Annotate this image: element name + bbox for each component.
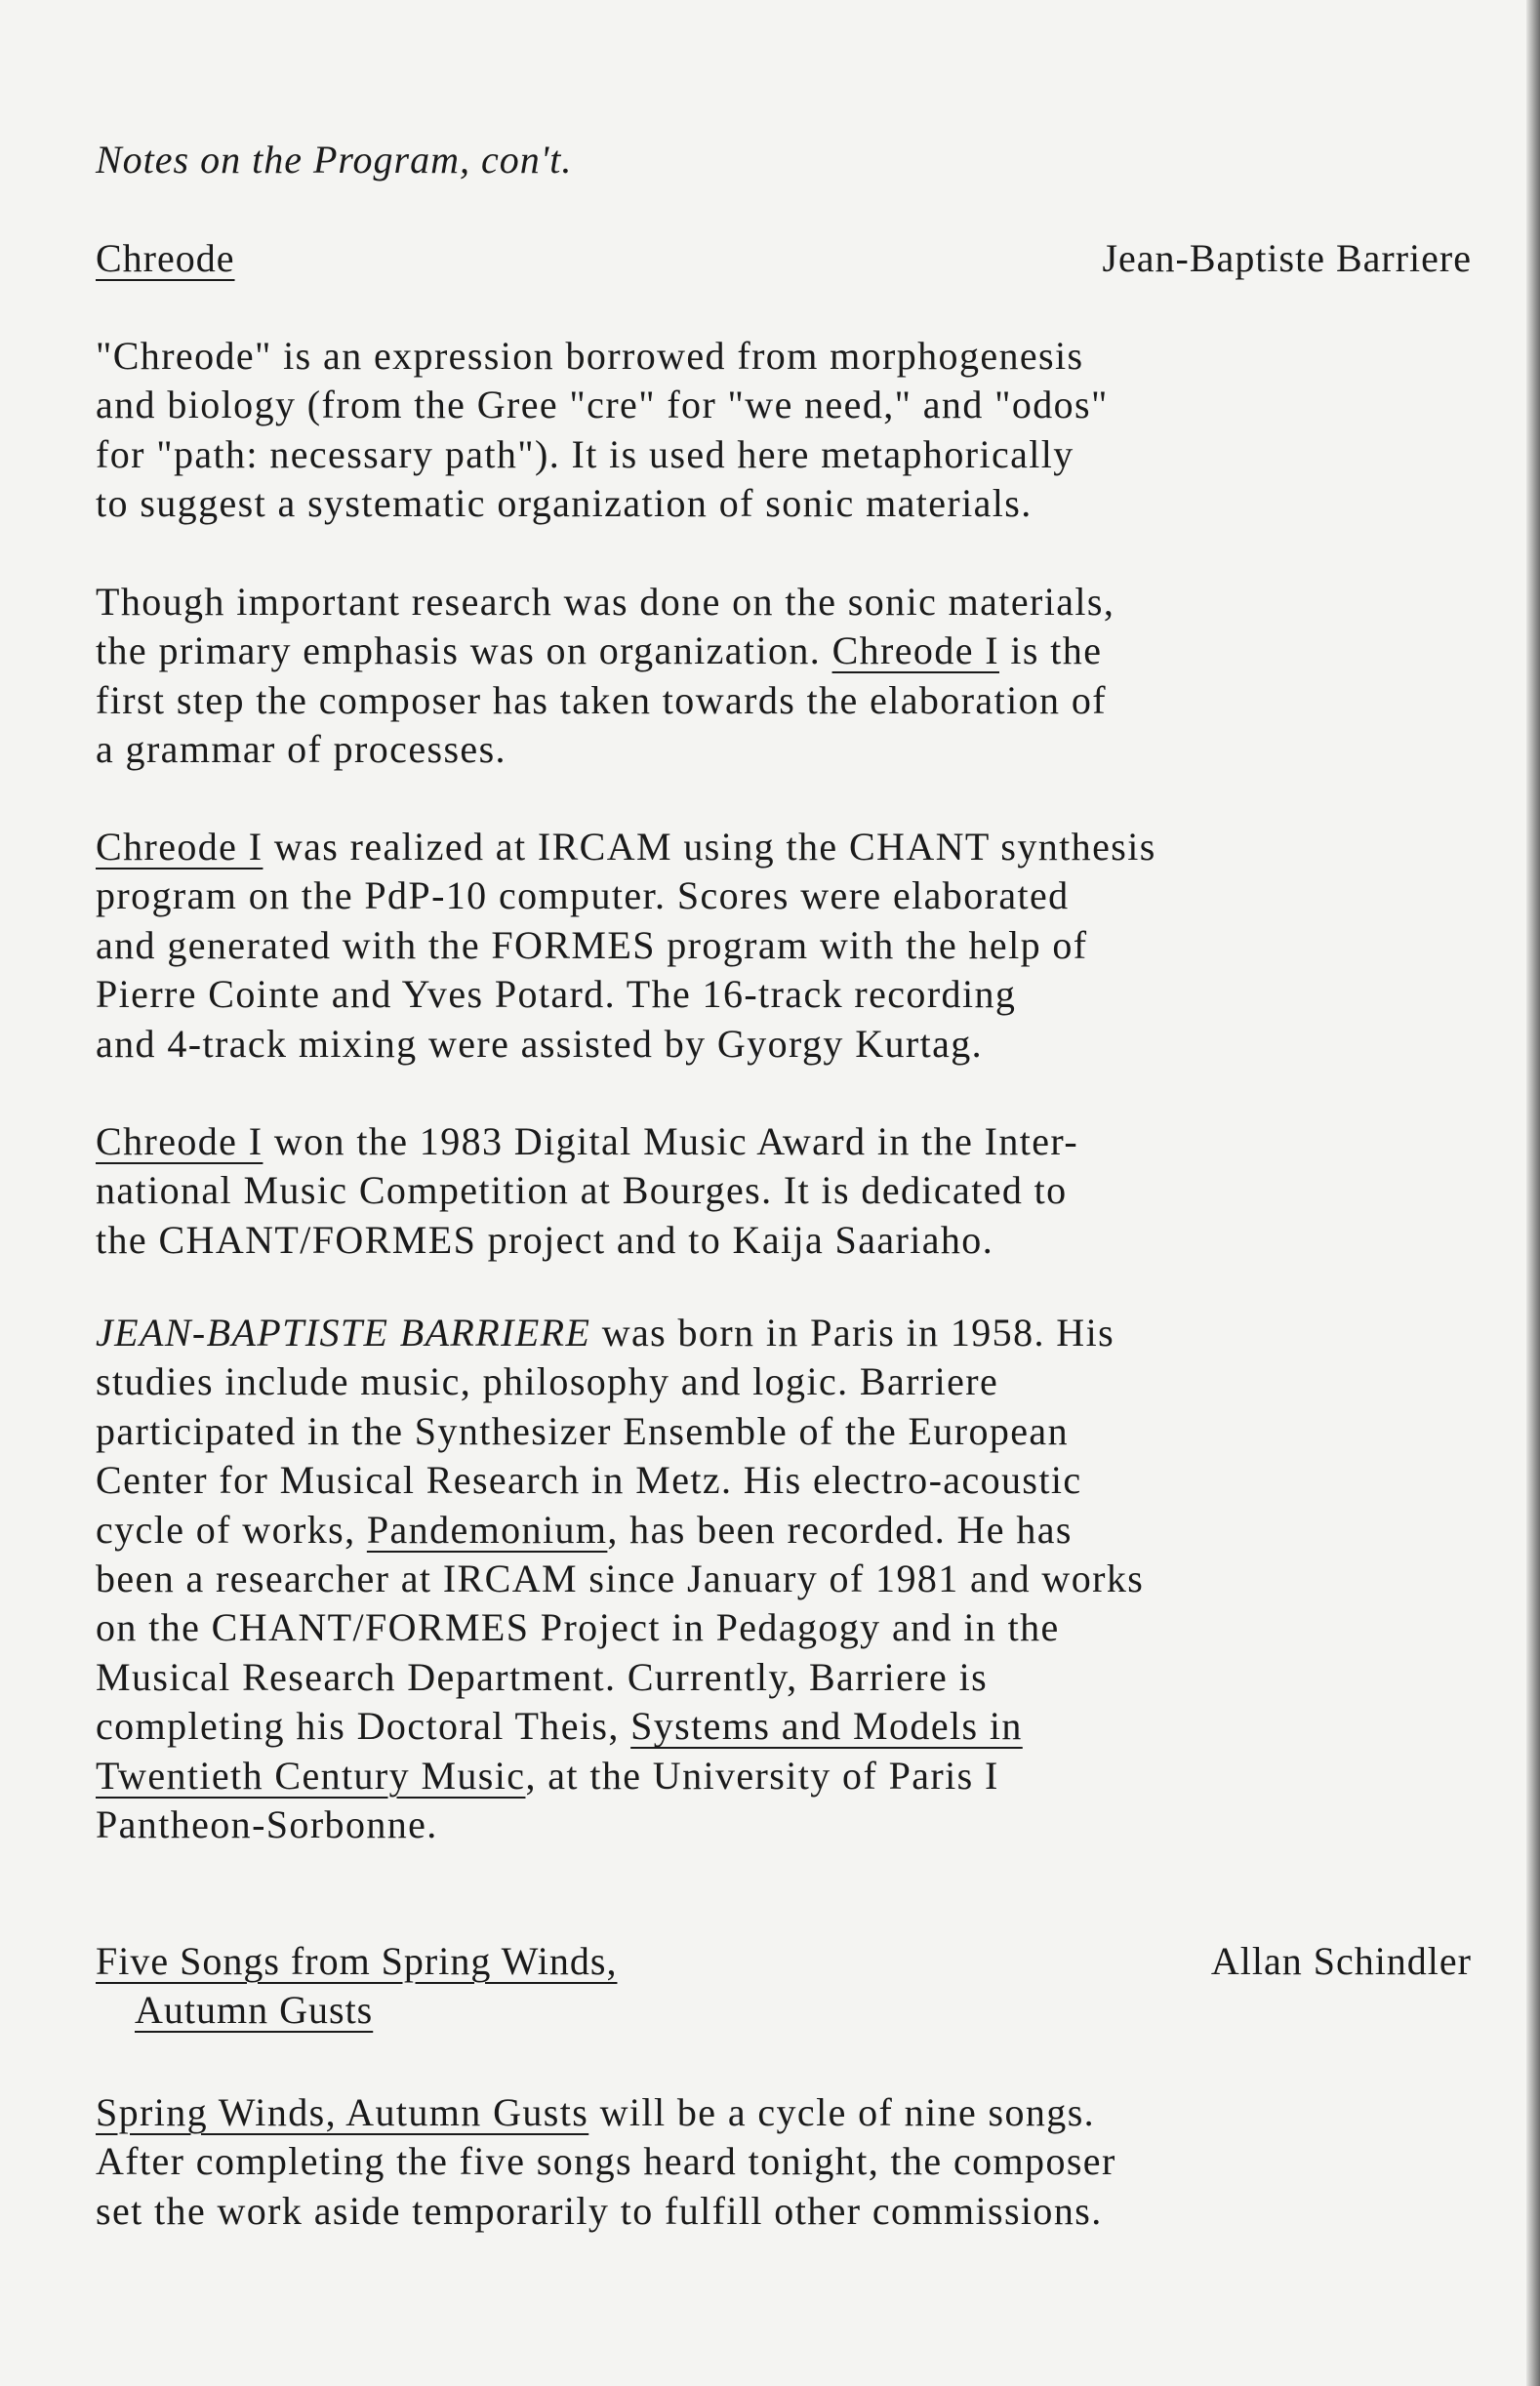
paragraph-award: [96, 1117, 1520, 1265]
composer-name-italic: JEAN-BAPTISTE BARRIERE: [96, 1311, 591, 1355]
text-line: completing his Doctoral Theis, Systems and Models in: [96, 1704, 1023, 1749]
text-line: and generated with the FORMES program with the help of: [96, 922, 1088, 967]
text-line: the CHANT/FORMES project and to Kaija Saariaho.: [96, 1217, 994, 1262]
text-line: to suggest a systematic organization of sonic materials.: [96, 481, 1033, 526]
text-line: After completing the five songs heard tonight, the composer: [96, 2139, 1116, 2184]
text-line: program on the PdP-10 computer. Scores were elaborated: [96, 873, 1070, 918]
text-line: Pierre Cointe and Yves Potard. The 16-track recording: [96, 972, 1017, 1017]
text-line: participated in the Synthesizer Ensemble of the European: [96, 1408, 1069, 1453]
text-line: Musical Research Department. Currently, Barriere is: [96, 1654, 989, 1699]
text-line: on the CHANT/FORMES Project in Pedagogy and in the: [96, 1605, 1060, 1650]
paragraph-spring-winds: [96, 2088, 1520, 2236]
text-line: and biology (from the Gree "cre" for "we need," and "odos": [96, 383, 1109, 427]
text-line: JEAN-BAPTISTE BARRIERE was born in Paris in 1958. His: [96, 1311, 1115, 1355]
text-line: Though important research was done on the sonic materials,: [96, 580, 1115, 624]
text-line: Twentieth Century Music, at the University of Paris I: [96, 1753, 999, 1798]
page-edge-shadow: [1526, 0, 1540, 2386]
text-line: "Chreode" is an expression borrowed from morphogenesis: [96, 334, 1084, 378]
text-line: and 4-track mixing were assisted by Gyorgy Kurtag.: [96, 1021, 984, 1066]
text-line: Chreode I won the 1983 Digital Music Award in the Inter-: [96, 1119, 1079, 1163]
text-line: Chreode I was realized at IRCAM using the CHANT synthesis: [96, 825, 1156, 869]
page-heading: Notes on the Program, con't.: [96, 138, 573, 182]
text-line: set the work aside temporarily to fulfill other commissions.: [96, 2188, 1103, 2233]
text-line: Spring Winds, Autumn Gusts will be a cycle of nine songs.: [96, 2090, 1096, 2134]
work-title-reference: Pandemonium: [366, 1507, 608, 1552]
text-line: cycle of works, Pandemonium, has been recorded. He has: [96, 1507, 1073, 1552]
paragraph-chreode-definition: [96, 332, 1520, 529]
text-line: a grammar of processes.: [96, 727, 507, 772]
composer-name: Allan Schindler: [1210, 1939, 1472, 1983]
composer-name: Jean-Baptiste Barriere: [1102, 236, 1472, 280]
text-line: the primary emphasis was on organization. Chreode I is the: [96, 628, 1103, 673]
text-line: first step the composer has taken towards the elaboration of: [96, 677, 1107, 722]
paragraph-research: [96, 578, 1520, 775]
text-line: Pantheon-Sorbonne.: [96, 1802, 438, 1847]
work-title-reference: Chreode I: [96, 1119, 263, 1163]
thesis-title-reference: Systems and Models in: [630, 1704, 1023, 1749]
work-title-reference: Spring Winds, Autumn Gusts: [96, 2090, 589, 2134]
work-title-reference: Chreode I: [831, 628, 999, 673]
work-title-reference: Chreode I: [96, 825, 263, 869]
piece-title: Chreode: [96, 236, 235, 280]
text-line: Center for Musical Research in Metz. His electro-acoustic: [96, 1458, 1082, 1503]
piece-title: Five Songs from Spring Winds, Autumn Gusts: [96, 1939, 618, 2032]
text-line: studies include music, philosophy and logic. Barriere: [96, 1359, 999, 1404]
text-line: national Music Competition at Bourges. It is dedicated to: [96, 1168, 1068, 1213]
paragraph-composer-biography: [96, 1309, 1520, 1849]
paragraph-realization: [96, 823, 1520, 1069]
text-line: been a researcher at IRCAM since January of 1981 and works: [96, 1557, 1145, 1601]
text-line: for "path: necessary path"). It is used here metaphorically: [96, 431, 1074, 476]
thesis-title-reference: Twentieth Century Music: [96, 1753, 526, 1798]
